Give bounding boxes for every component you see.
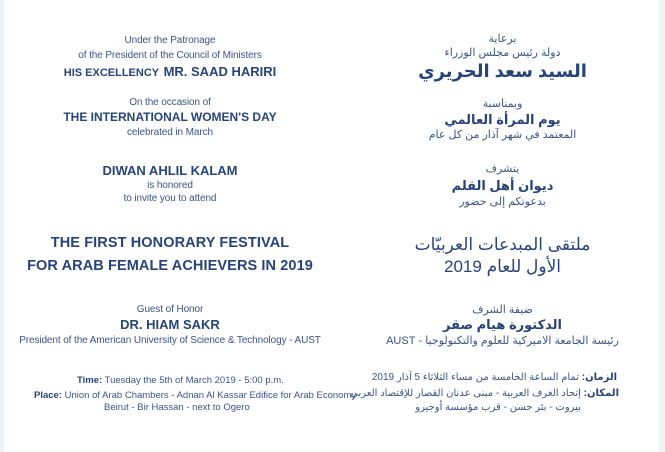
ar-occasion-title: يوم المرأة العالمي (444, 112, 561, 127)
en-guest-name: DR. HIAM SAKR (120, 317, 220, 332)
ar-excellency-name: السيد سعد الحريري (418, 61, 587, 81)
ar-patronage-line-1: برعاية (488, 33, 517, 45)
en-time-line (77, 376, 284, 386)
en-excellency-name: MR. SAAD HARIRI (163, 64, 277, 79)
ar-festival-title-1: ملتقى المبدعات العربيّات (414, 235, 591, 254)
ar-time-line (372, 373, 617, 383)
en-festival-title-1: THE FIRST HONORARY FESTIVAL (50, 235, 290, 251)
en-host-line-1: is honored (147, 180, 193, 191)
en-excellency-prefix: HIS EXCELLENCY (63, 67, 160, 79)
ar-time-value: تمام الساعة الخامسة من مساء الثلاثاء 5 آذار 2019 (371, 372, 579, 383)
ar-host-line-2: بدعوتكم إلى حضور (459, 196, 546, 208)
en-excellency-line (0, 64, 340, 80)
en-occasion-line-1: On the occasion of (129, 97, 211, 108)
ar-guest-title: رئيسة الجامعة الاميركية للعلوم والتكنولوجيا - AUST (386, 335, 619, 347)
ar-guest-name: الدكتورة هيام صقر (443, 317, 562, 332)
en-guest-label: Guest of Honor (136, 304, 204, 315)
en-place-label: Place: (34, 390, 62, 401)
en-place-value-2: Beirut - Bir Hassan - next to Ogero (104, 402, 250, 413)
en-time-value: Tuesday the 5th of March 2019 - 5:00 p.m. (104, 375, 284, 386)
en-host-line-2: to invite you to attend (123, 193, 217, 204)
ar-festival-title-2: الأول للعام 2019 (444, 257, 561, 276)
ar-time-label: الزمان: (581, 372, 617, 383)
ar-guest-label: ضيفة الشرف (472, 304, 533, 316)
en-festival-title-2: FOR ARAB FEMALE ACHIEVERS IN 2019 (27, 258, 313, 274)
en-place-line-1 (34, 391, 356, 401)
en-occasion-line-3: celebrated in March (127, 127, 213, 138)
ar-place-line-1 (350, 389, 619, 399)
en-time-label: Time: (77, 375, 103, 386)
ar-place-value-2: بيروت - بئر حسن - قرب مؤسسة أوجيرو (415, 402, 581, 413)
en-place-value-1: Union of Arab Chambers - Adnan Al Kassar Edifice for Arab Economy (64, 390, 357, 401)
en-patronage-line-1: Under the Patronage (124, 35, 216, 46)
ar-place-value-1: إتحاد الغرف العربية - مبنى عدنان القصار للإقتصاد العربي (350, 388, 581, 399)
en-guest-title: President of the American University of Science & Technology - AUST (19, 335, 321, 346)
ar-place-label: المكان: (583, 388, 619, 399)
ar-occasion-line-3: المعتمد في شهر آذار من كل عام (428, 129, 577, 141)
ar-patronage-line-2: دولة رئيس مجلس الوزراء (444, 47, 561, 59)
arabic-column (340, 0, 665, 452)
en-patronage-line-2: of the President of the Council of Ministers (78, 50, 262, 61)
ar-host-line-1: يتشرف (485, 163, 520, 175)
en-host-name: DIWAN AHLIL KALAM (102, 163, 238, 178)
ar-host-name: ديوان أهل القلم (451, 178, 554, 193)
ar-occasion-line-1: وبمناسبة (482, 98, 523, 110)
en-occasion-title: THE INTERNATIONAL WOMEN'S DAY (63, 110, 277, 124)
